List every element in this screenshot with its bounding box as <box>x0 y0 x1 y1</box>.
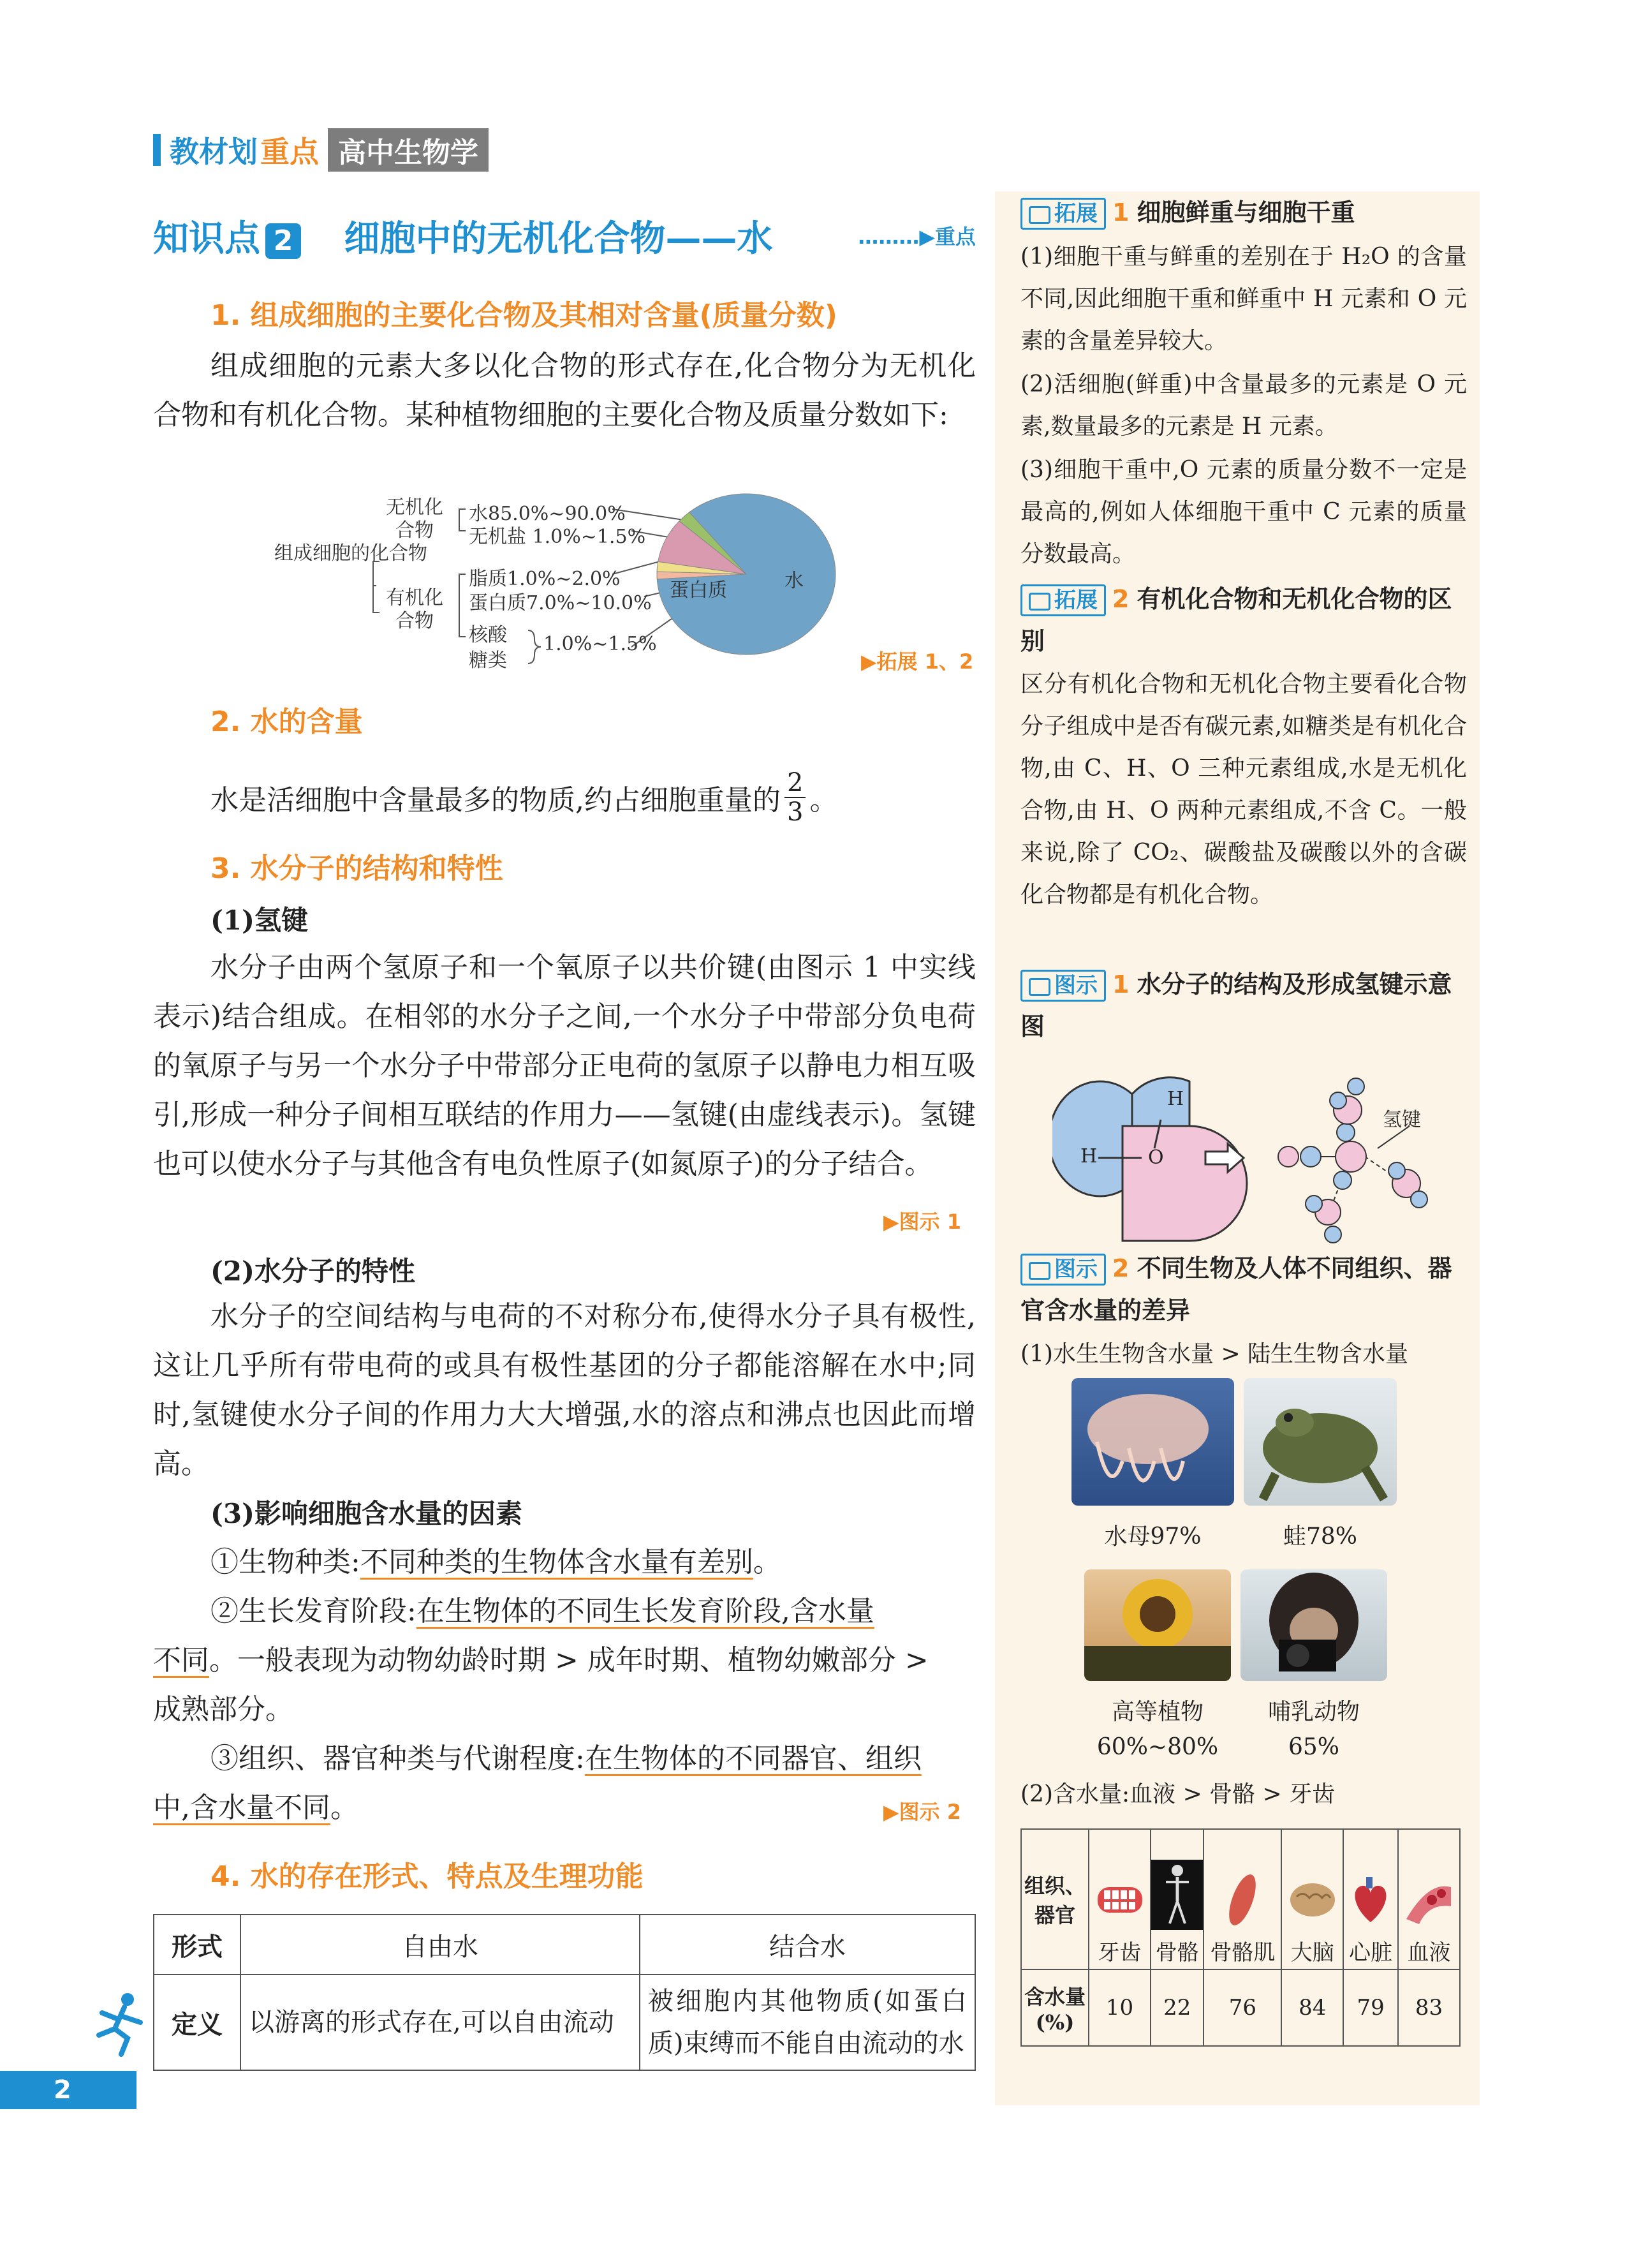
sec2-text-main: 水是活细胞中含量最多的物质,约占细胞重量的 <box>210 784 781 817</box>
organ-cell-teeth: 牙齿 <box>1089 1829 1151 1969</box>
side-b1-p1: (1)细胞干重与鲜重的差别在于 H₂O 的含量不同,因此细胞干重和鲜重中 H 元素和 O 元素的含量差异较大。 <box>1020 244 1467 354</box>
figure-badge: 图示 <box>1020 1254 1106 1286</box>
side-f2-title <box>1020 1247 1467 1331</box>
factor-1-label: ①生物种类: <box>210 1546 360 1578</box>
sec4-title: 4. 水的存在形式、特点及生理功能 <box>210 1860 644 1893</box>
sec3-title: 3. 水分子的结构和特性 <box>210 852 503 885</box>
sec2-title: 2. 水的含量 <box>210 706 363 738</box>
page-header <box>153 131 489 168</box>
side-f2-heading: 不同生物及人体不同组织、器官含水量的差异 <box>1020 1254 1452 1324</box>
factor-3 <box>210 1734 1033 1783</box>
teeth-icon <box>1094 1881 1145 1919</box>
frog-caption: 蛙78% <box>1283 1523 1358 1550</box>
table-header: 结合水 <box>640 1915 975 1975</box>
value-cell: 22 <box>1151 1969 1204 2046</box>
diagram-item-lipid: 脂质1.0%~2.0% <box>469 568 621 590</box>
organ-cell-brain: 大脑 <box>1281 1829 1343 1969</box>
frog-photo <box>1244 1378 1397 1506</box>
sec2-text-end: 。 <box>809 784 838 817</box>
side-b2-p: 区分有机化合物和无机化合物主要看化合物分子组成中是否有碳元素,如糖类是有机化合物,由 C、H、O 三种元素组成,水是无机化合物,由 H、O 两种元素组成,不含 C。一般来说,除了 CO₂、碳酸盐及碳酸以外的含碳化合物都是有机化合物。 <box>1020 671 1467 908</box>
table-row <box>154 1975 975 2070</box>
knowledge-prefix: 知识点 <box>153 218 260 260</box>
header-part1: 教材划 <box>170 135 258 169</box>
side-b2-num: 2 <box>1112 585 1130 613</box>
factor-1: ①生物种类:不同种类的生物体含水量有差别。 <box>210 1546 781 1578</box>
table-label: 含水量(%) <box>1021 1969 1089 2046</box>
header-part2: 重点 <box>260 135 319 169</box>
page-number: 2 <box>0 2071 136 2109</box>
plant-value: 60%~80% <box>1096 1734 1219 1760</box>
side-f1-heading: 水分子的结构及形成氢键示意图 <box>1020 970 1452 1041</box>
molecule-cluster <box>1278 1078 1427 1243</box>
sec3-p2: 水分子的空间结构与电荷的不对称分布,使得水分子具有极性,这让几乎所有带电荷的或具有极性基团的分子都能溶解在水中;同时,氢键使水分子间的作用力大大增强,水的溶点和沸点也因此而增高。 <box>153 1300 976 1480</box>
factor-3-cont: 中,含水量不同。 <box>153 1791 358 1824</box>
side-b1-heading: 细胞鲜重与细胞干重 <box>1137 198 1355 226</box>
side-b2-title <box>1020 578 1467 662</box>
value-cell: 79 <box>1343 1969 1398 2046</box>
header-subject: 高中生物学 <box>328 128 489 172</box>
organ-cell-bone: 骨骼 <box>1151 1829 1204 1969</box>
chimpanzee-photo <box>1240 1569 1387 1681</box>
table-label: 组织、器官 <box>1021 1829 1089 1969</box>
organ-water-table <box>1020 1828 1461 2047</box>
side-f2-l1: (1)水生生物含水量 > 陆生生物含水量 <box>1020 1341 1409 1367</box>
picture-icon <box>1029 978 1050 996</box>
sec3-h1: (1)氢键 <box>210 905 308 936</box>
diagram-item-protein: 蛋白质7.0%~10.0% <box>469 592 652 614</box>
diagram-organic: 有机化合物 <box>386 587 443 632</box>
sec1-title: 1. 组成细胞的主要化合物及其相对含量(质量分数) <box>210 299 837 332</box>
diagram-inorganic: 无机化合物 <box>386 496 443 542</box>
sec2-text <box>210 769 837 826</box>
organ-cell-heart: 心脏 <box>1343 1829 1398 1969</box>
value-cell: 83 <box>1398 1969 1460 2046</box>
diagram-item-water: 水85.0%~90.0% <box>469 503 626 525</box>
h-atom-left <box>1052 1081 1132 1196</box>
sec3-h3: (3)影响细胞含水量的因素 <box>210 1498 522 1529</box>
diagram-item-nucleic: 核酸 <box>469 624 507 646</box>
side-b1-title <box>1020 191 1467 233</box>
bracket-root-top <box>373 561 379 586</box>
table-row <box>1021 1969 1460 2046</box>
side-b1-num: 1 <box>1112 198 1130 226</box>
factor-1-text: 不同种类的生物体含水量有差别 <box>360 1546 753 1578</box>
knowledge-tag: ………▶重点 <box>858 225 976 249</box>
book-icon <box>1029 593 1050 611</box>
table-row <box>1021 1829 1460 1969</box>
compound-diagram <box>274 491 848 683</box>
sec3-ref1: ▶图示 1 <box>883 1210 962 1234</box>
table-row-label: 定义 <box>154 1975 240 2070</box>
bracket-inorganic <box>459 509 466 531</box>
table-cell: 被细胞内其他物质(如蛋白质)束缚而不能自由流动的水 <box>640 1975 975 2070</box>
book-icon <box>1029 206 1050 224</box>
diagram-root: 组成细胞的化合物 <box>274 542 427 565</box>
factor-2-text: 在生物体的不同生长发育阶段,含水量 <box>416 1595 874 1627</box>
table-header: 形式 <box>154 1915 240 1975</box>
pie-label-protein: 蛋白质 <box>670 579 727 602</box>
knowledge-heading: 细胞中的无机化合物——水 <box>344 218 773 260</box>
header-bar <box>153 134 161 166</box>
expand-badge: 拓展 <box>1020 198 1106 230</box>
value-cell: 76 <box>1204 1969 1281 2046</box>
sec3-ref2: ▶图示 2 <box>883 1800 962 1824</box>
side-f2-l2: (2)含水量:血液 > 骨骼 > 牙齿 <box>1020 1781 1336 1807</box>
figure-badge: 图示 <box>1020 970 1106 1002</box>
table-cell: 以游离的形式存在,可以自由流动 <box>240 1975 640 2070</box>
large-h-top: H <box>1167 1088 1184 1110</box>
side-f1-num: 1 <box>1112 970 1130 998</box>
sec3-p1: 水分子由两个氢原子和一个氧原子以共价键(由图示 1 中实线表示)结合组成。在相邻的水分子之间,一个水分子中带部分负电荷的氧原子与另一个水分子中带部分正电荷的氢原子以静电力相互吸引,形成一种分子间相互联结的作用力——氢键(由虚线表示)。氢键也可以使水分子与其他含有电负性原子(如氮原子)的分子结合。 <box>153 951 976 1180</box>
factor-3-label: ③组织、器官种类与代谢程度: <box>210 1742 585 1775</box>
fraction <box>784 769 806 826</box>
picture-icon <box>1029 1262 1050 1280</box>
knowledge-title <box>153 211 976 262</box>
value-cell: 10 <box>1089 1969 1151 2046</box>
value-cell: 84 <box>1281 1969 1343 2046</box>
diagram-item-sugar: 糖类 <box>469 649 507 672</box>
organ-cell-muscle: 骨骼肌 <box>1204 1829 1281 1969</box>
plant-caption: 高等植物 <box>1111 1699 1204 1725</box>
side-b1-p2: (2)活细胞(鲜重)中含量最多的元素是 O 元素,数量最多的元素是 H 元素。 <box>1020 371 1467 440</box>
sec1-ref: ▶拓展 1、2 <box>861 649 974 674</box>
large-o: O <box>1148 1146 1164 1169</box>
diagram-item-nucleic-sugar-value: 1.0%~1.5% <box>543 633 657 655</box>
factor-3-text-cont: 中,含水量不同 <box>153 1791 330 1824</box>
water-forms-table <box>153 1914 976 2071</box>
jellyfish-caption: 水母97% <box>1104 1523 1202 1550</box>
hbond-label: 氢键 <box>1383 1109 1421 1131</box>
bracket-root-bottom <box>373 586 379 612</box>
large-h-left: H <box>1080 1145 1098 1167</box>
pie-label-water: 水 <box>784 570 804 592</box>
water-molecule-figure <box>1052 1056 1461 1266</box>
side-b2-heading: 有机化合物和无机化合物的区别 <box>1020 585 1452 655</box>
factor-3-text: 在生物体的不同器官、组织 <box>584 1742 922 1775</box>
brain-icon <box>1287 1878 1338 1922</box>
factor-2-label: ②生长发育阶段: <box>210 1595 416 1627</box>
knowledge-number: 2 <box>265 223 301 259</box>
sunflower-photo <box>1084 1569 1231 1681</box>
factor-2-text-cont: 不同 <box>153 1644 209 1677</box>
skeleton-icon <box>1158 1863 1196 1927</box>
organ-cell-blood: 血液 <box>1398 1829 1460 1969</box>
runner-icon <box>89 1990 147 2061</box>
bracket-organic <box>459 574 466 637</box>
mammal-value: 65% <box>1288 1734 1339 1760</box>
side-b1-p3: (3)细胞干重中,O 元素的质量分数不一定是最高的,例如人体细胞干重中 C 元素的质量分数最高。 <box>1020 457 1467 567</box>
diagram-item-salt: 无机盐 1.0%~1.5% <box>469 526 646 548</box>
fraction-denominator: 3 <box>787 797 804 827</box>
side-f1-title <box>1020 963 1467 1048</box>
side-f2-num: 2 <box>1112 1254 1130 1282</box>
sec1-paragraph: 组成细胞的元素大多以化合物的形式存在,化合物分为无机化合物和有机化合物。某种植物细胞的主要化合物及质量分数如下: <box>153 350 976 431</box>
factor-2-cont <box>153 1636 976 1685</box>
table-header-row <box>154 1915 975 1975</box>
expand-badge: 拓展 <box>1020 584 1106 616</box>
jellyfish-photo <box>1071 1378 1234 1506</box>
factor-2-end: 成熟部分。 <box>153 1693 293 1726</box>
factor-2-detail: 。一般表现为动物幼龄时期 > 成年时期、植物幼嫩部分 > <box>209 1644 929 1677</box>
factor-2 <box>210 1587 1033 1636</box>
fraction-numerator: 2 <box>784 769 806 798</box>
blood-icon <box>1403 1874 1454 1925</box>
sec3-h2: (2)水分子的特性 <box>210 1256 415 1287</box>
bracket-nucleic-sugar <box>528 630 541 663</box>
muscle-icon <box>1223 1868 1262 1932</box>
table-header: 自由水 <box>240 1915 640 1975</box>
heart-icon <box>1348 1874 1393 1925</box>
mammal-caption: 哺乳动物 <box>1267 1699 1360 1725</box>
